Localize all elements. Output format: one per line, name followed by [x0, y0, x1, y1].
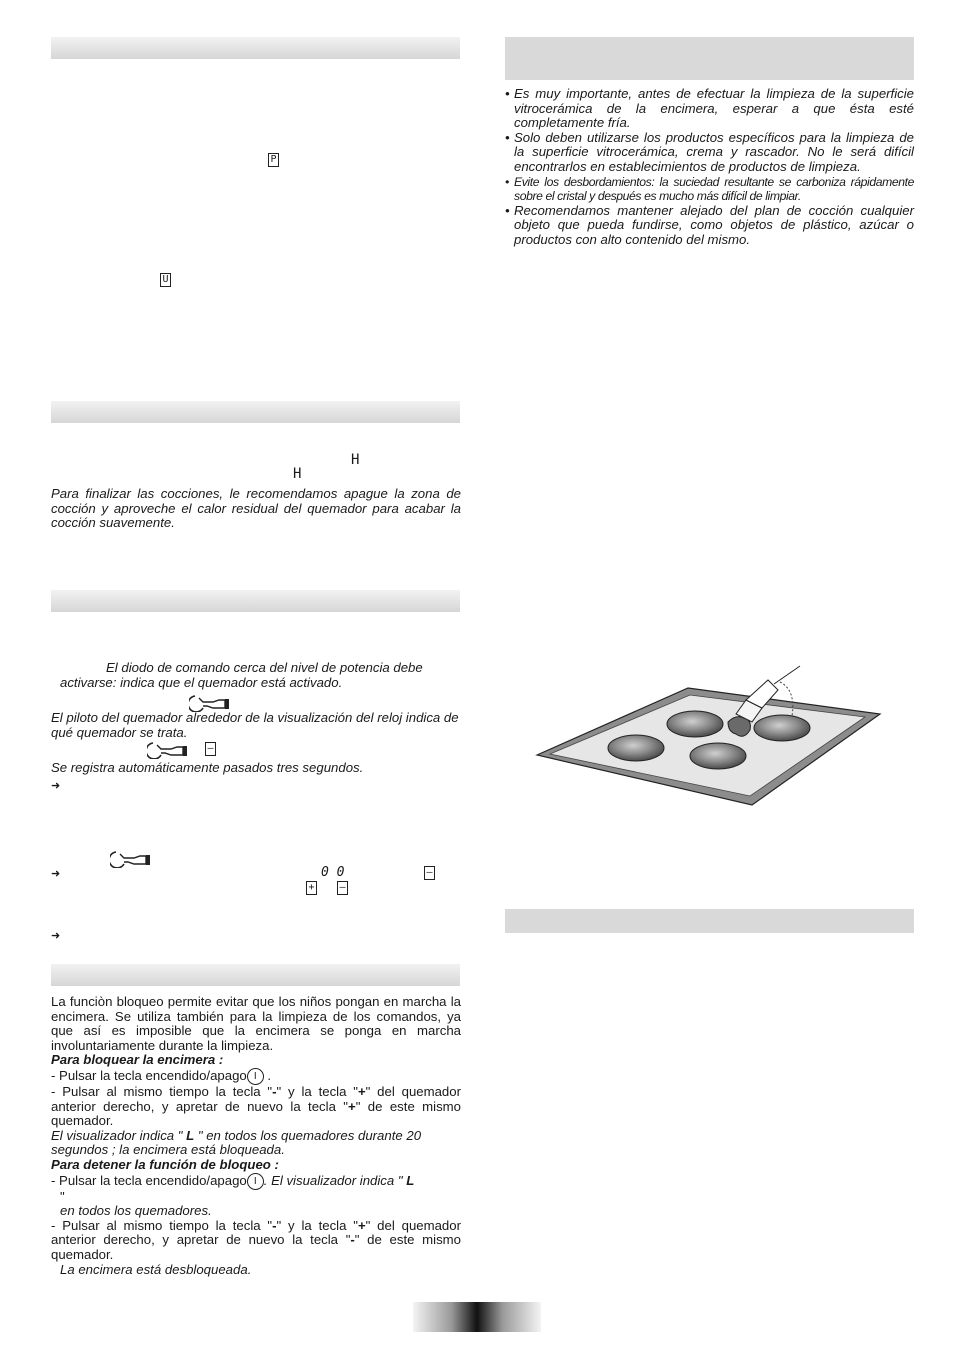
- timer-text-line: El piloto del quemador alrededor de la visualización del reloj indica de qué quemador se trata.: [51, 710, 459, 740]
- unlock-title: Para detener la función de bloqueo :: [51, 1156, 279, 1172]
- section-header-bar: [505, 909, 914, 933]
- h-display-symbol: H: [351, 452, 360, 468]
- minus-key-icon: –: [337, 881, 348, 895]
- page-number-bar: [413, 1302, 541, 1332]
- cooktop-scraper-illustration: [530, 660, 886, 810]
- power-key-icon: I: [247, 1173, 264, 1190]
- timer-text-line: activarse: indica que el quemador está activado.: [60, 675, 343, 690]
- timer-text-line: El diodo de comando cerca del nivel de potencia debe: [106, 660, 423, 675]
- unlock-step1: - Pulsar la tecla encendido/apago I . El visualizador indica " L: [51, 1173, 461, 1190]
- lock-step2: - Pulsar al mismo tiempo la tecla "-" y la tecla "+" del quemador anterior derecho, y apretar de nuevo la tecla "+" de este mismo quemador.: [51, 1083, 461, 1129]
- lock-intro: La funciòn bloqueo permite evitar que los niños pongan en marcha la encimera. Se utiliza también para la limpieza de los comandos, ya que así es imposible que la encimera se ponga en marcha involuntariamente durante la limpieza.: [51, 994, 461, 1053]
- timer-text-line: Se registra automáticamente pasados tres segundos.: [51, 760, 364, 775]
- section-header-bar: [51, 37, 460, 59]
- plus-key-icon: +: [306, 881, 317, 895]
- timer-hand-icon: [147, 739, 189, 759]
- unlock-result: La encimera está desbloqueada.: [60, 1261, 252, 1277]
- minus-key-icon: –: [205, 742, 216, 756]
- cleaning-bullet: • Recomendamos mantener alejado del plan de cocción cualquier objeto que pueda fundirse, como objetos de plástico, azúcar o productos con alto contenido del mismo.: [505, 204, 914, 248]
- section-header-bar: [51, 401, 460, 423]
- unlock-step2: - Pulsar al mismo tiempo la tecla "-" y la tecla "+" del quemador anterior derecho, y apretar de nuevo la tecla "-" de este mismo quemador.: [51, 1217, 461, 1262]
- unlock-step1-quote: ": [60, 1188, 65, 1204]
- h-display-symbol: H: [293, 466, 302, 482]
- unlock-step1-cont: en todos los quemadores.: [60, 1203, 212, 1219]
- cleaning-bullet: • Es muy importante, antes de efectuar la limpieza de la superficie vitrocerámica de la encimera, esperar a que ésta esté completamente fría.: [505, 87, 914, 131]
- arrow-bullet-icon: ➜: [51, 780, 61, 792]
- residual-heat-note: Para finalizar las cocciones, le recomendamos apague la zona de cocción y aproveche el calor residual del quemador para acabar la cocción suavemente.: [51, 486, 461, 531]
- minus-key-icon: –: [424, 866, 435, 880]
- power-key-icon: I: [247, 1068, 264, 1085]
- cleaning-bullet: • Solo deben utilizarse los productos específicos para la limpieza de la superficie vitrocerámica, crema y rascador. No le será difícil encontrarlos en establecimientos de productos de limpieza.: [505, 131, 914, 175]
- p-display-symbol: P: [268, 153, 279, 167]
- zero-display-symbol: 0 0: [321, 865, 345, 880]
- lock-title: Para bloquear la encimera :: [51, 1052, 224, 1068]
- cleaning-bullets: [505, 87, 914, 248]
- timer-hand-icon: [110, 848, 152, 868]
- lock-step1: - Pulsar la tecla encendido/apago I .: [51, 1068, 461, 1085]
- cleaning-bullet: • Evite los desbordamientos: la suciedad resultante se carboniza rápidamente sobre el cristal y después es mucho más difícil de limpiar.: [505, 175, 914, 204]
- lock-section-text: [51, 995, 461, 1277]
- arrow-bullet-icon: ➜: [51, 868, 61, 880]
- section-header-bar: [51, 964, 460, 986]
- section-header-bar: [51, 590, 460, 612]
- arrow-bullet-icon: ➜: [51, 930, 61, 942]
- u-display-symbol: U: [160, 273, 171, 287]
- cleaning-header-bar: [505, 37, 914, 80]
- timer-hand-icon: [189, 692, 231, 712]
- lock-result: El visualizador indica " L " en todos los quemadores durante 20 segundos ; la encimera está bloqueada.: [51, 1127, 422, 1158]
